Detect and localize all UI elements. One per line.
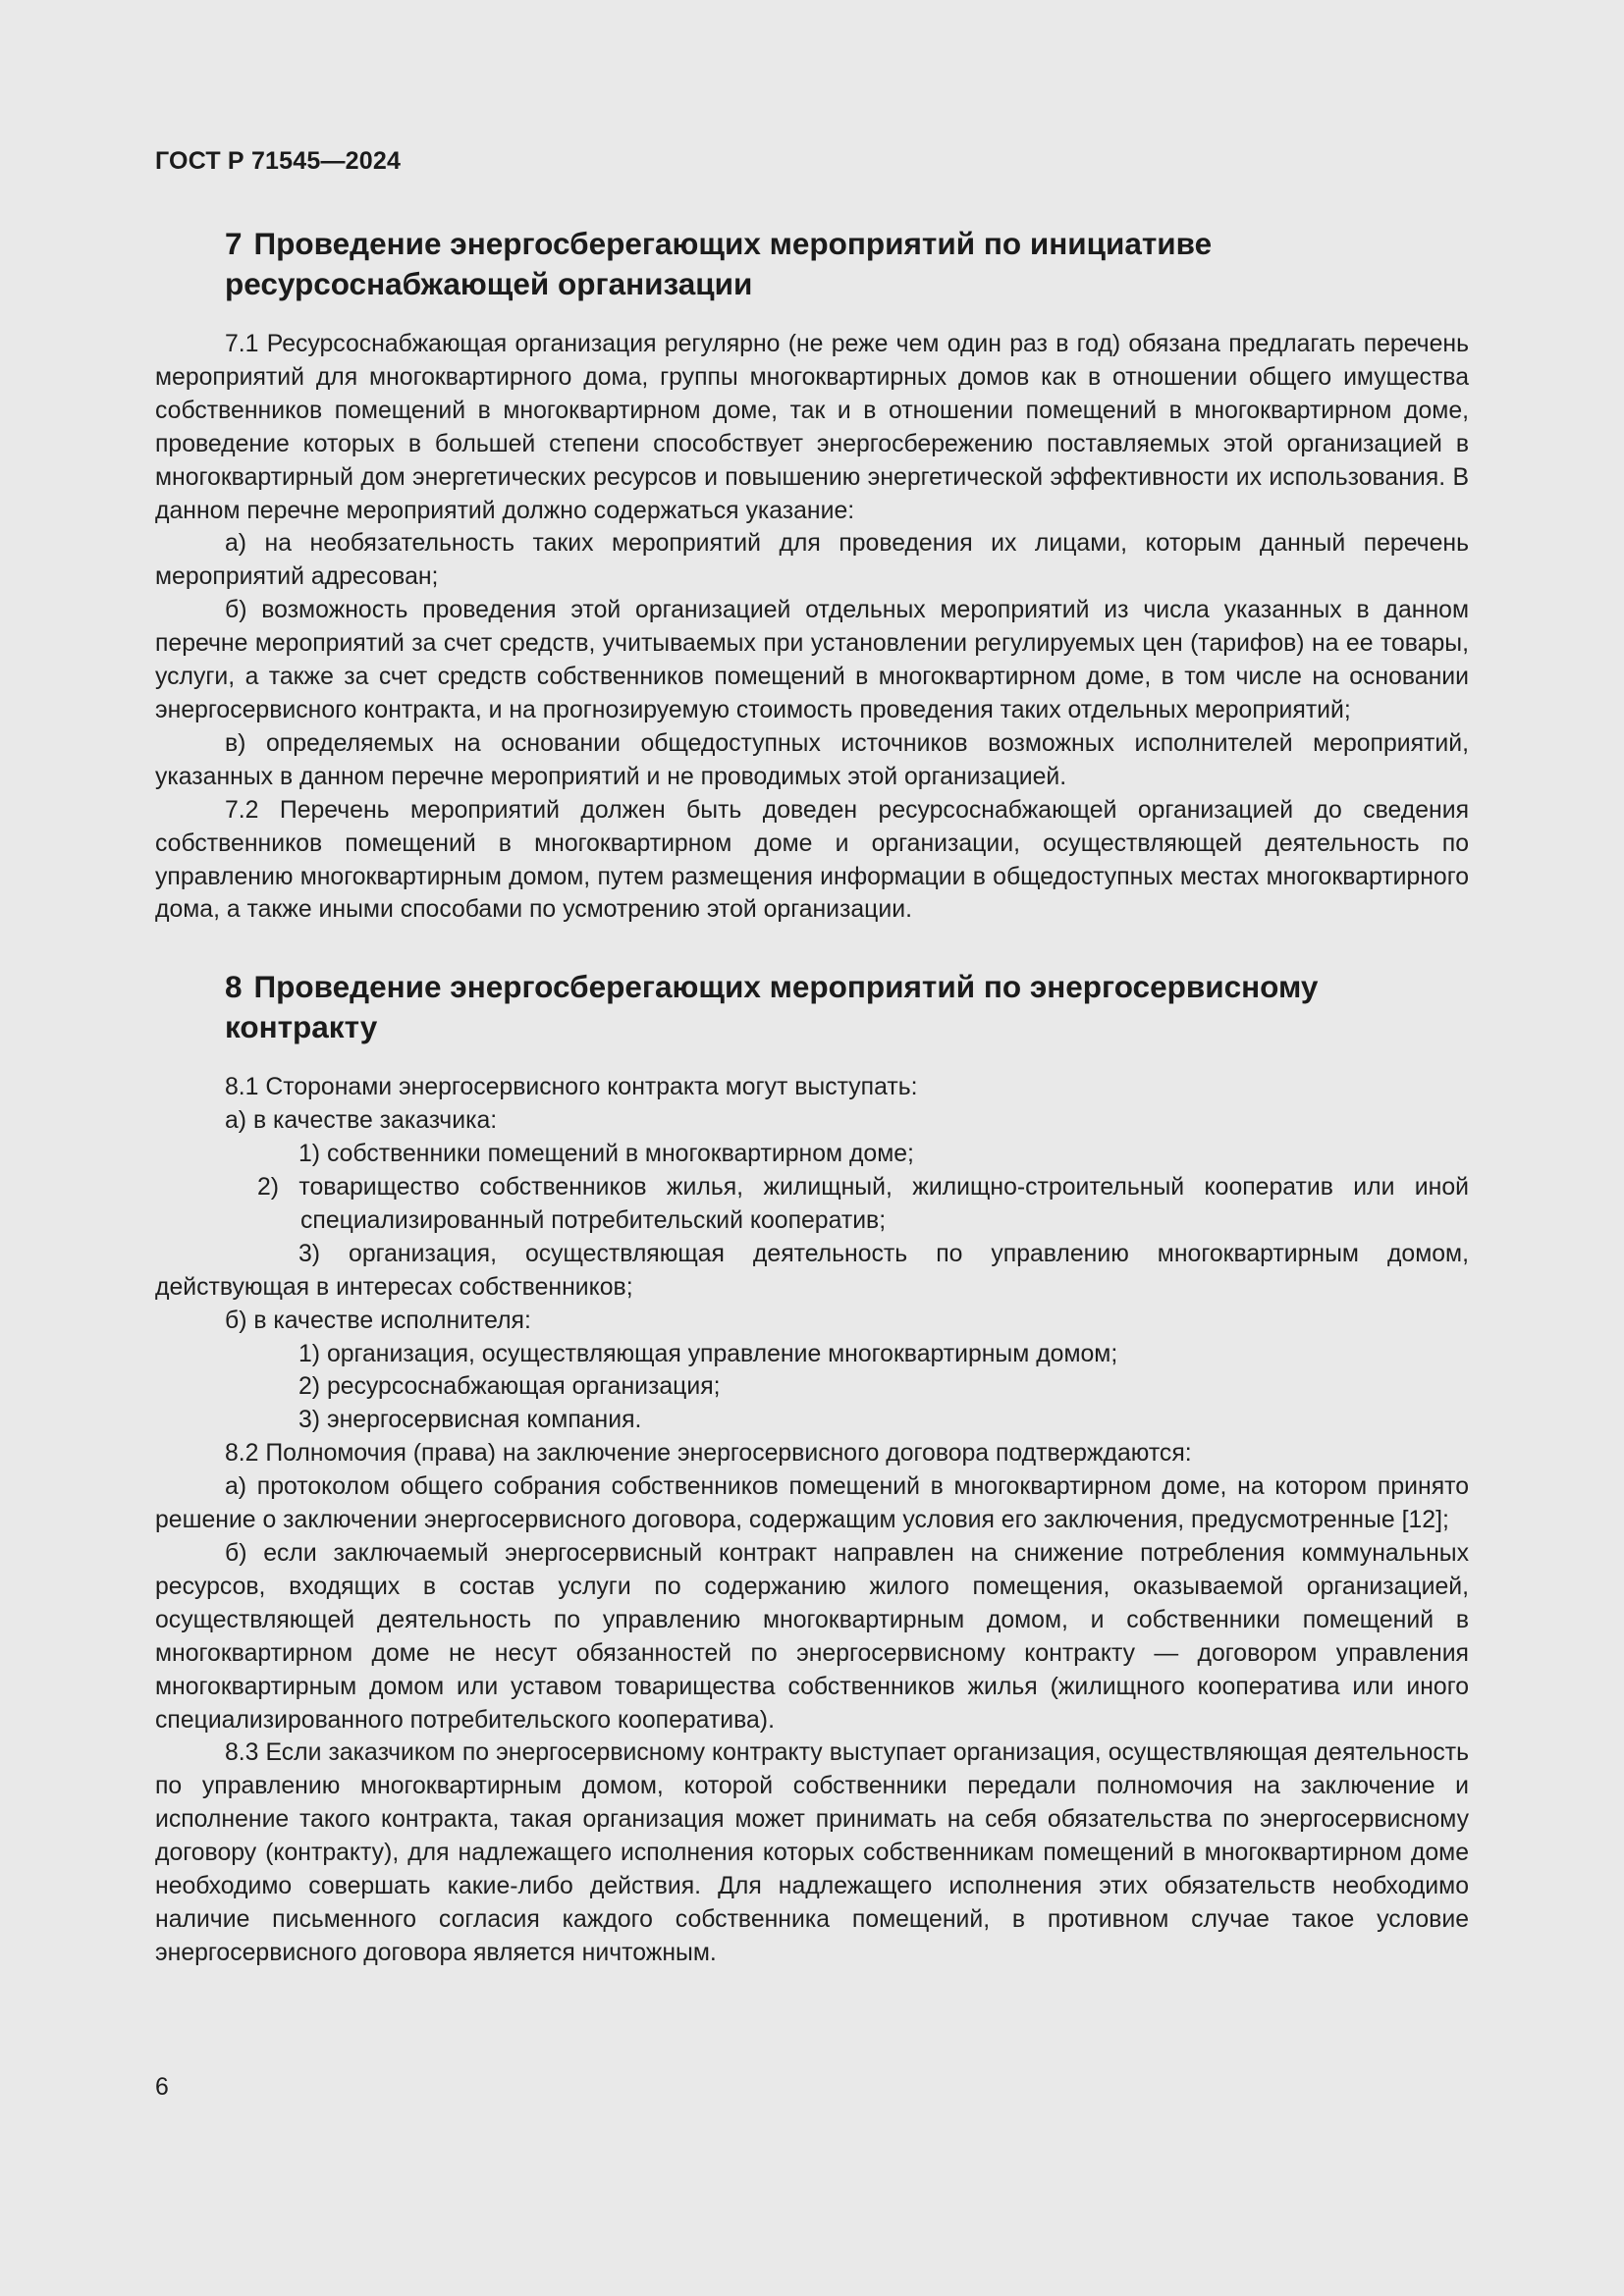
section-7-title-line1: Проведение энергосберегающих мероприятий по инициативе <box>253 226 1213 261</box>
list-item-8-1-b-3: 3) энергосервисная компания. <box>298 1407 642 1434</box>
list-item-8-1-b-2: 2) ресурсоснабжающая организация; <box>298 1373 721 1401</box>
paragraph-7-1-b: б) возможность проведения этой организацией отдельных мероприятий из числа указанных в данном перечне мероприятий за счет средств, учитываемых при установлении регулируемых цен (тарифов) на ее товары, услуги, а также за счет средств собственников помещений в многоквартирном доме, в том числе на основании энергосервисного контракта, и на прогнозируемую стоимость проведения таких отдельных мероприятий; <box>155 597 1469 723</box>
paragraph-8-3: 8.3 Если заказчиком по энергосервисному контракту выступает организация, осуществляющая деятельность по управлению многоквартирным домом, которой собственники передали полномочия на заключение и исполнение такого контракта, такая организация может принимать на себя обязательства по энергосервисному договору (контракту), для надлежащего исполнения которых собственникам помещений в многоквартирном доме необходимо совершать какие-либо действия. Для надлежащего исполнения этих обязательств необходимо наличие письменного согласия каждого собственника помещений, в противном случае такое условие энергосервисного договора является ничтожным. <box>155 1739 1469 1966</box>
standard-code-header: ГОСТ Р 71545—2024 <box>155 147 402 175</box>
paragraph-7-2: 7.2 Перечень мероприятий должен быть доведен ресурсоснабжающей организацией до сведения собственников помещений в многоквартирном доме и организации, осуществляющей деятельность по управлению многоквартирным домом, путем размещения информации в общедоступных местах многоквартирного дома, а также иными способами по усмотрению этой организации. <box>155 796 1469 924</box>
list-item-8-1-a-2: 2) товарищество собственников жилья, жилищный, жилищно-строительный кооператив или иной специализированный потребительский кооператив; <box>257 1174 1469 1234</box>
list-item-8-1-b-1: 1) организация, осуществляющая управление многоквартирным домом; <box>298 1340 1118 1367</box>
document-body <box>155 224 1469 1970</box>
section-7-number: 7 <box>225 226 243 261</box>
paragraph-8-1-a: а) в качестве заказчика: <box>225 1107 498 1135</box>
section-8-heading <box>155 967 1469 1047</box>
paragraph-7-1-a: а) на необязательность таких мероприятий для проведения их лицами, которым данный перечень мероприятий адресован; <box>155 530 1469 591</box>
paragraph-8-1-b: б) в качестве исполнителя: <box>225 1307 531 1334</box>
section-8-number: 8 <box>225 969 243 1005</box>
section-8-title-line1: Проведение энергосберегающих мероприятий по энергосервисному <box>253 969 1319 1005</box>
list-item-8-1-a-3: 3) организация, осуществляющая деятельность по управлению многоквартирным домом, действующая в интересах собственников; <box>155 1240 1469 1301</box>
paragraph-8-1: 8.1 Сторонами энергосервисного контракта могут выступать: <box>225 1074 918 1101</box>
section-7-title-line2: ресурсоснабжающей организации <box>225 266 753 301</box>
paragraph-8-2-a: а) протоколом общего собрания собственников помещений в многоквартирном доме, на котором принято решение о заключении энергосервисного договора, содержащим условия его заключения, предусмотренные [12]; <box>155 1473 1469 1534</box>
list-item-8-1-a-1: 1) собственники помещений в многоквартирном доме; <box>298 1141 914 1168</box>
page-number: 6 <box>155 2074 169 2101</box>
paragraph-7-1: 7.1 Ресурсоснабжающая организация регулярно (не реже чем один раз в год) обязана предлагать перечень мероприятий для многоквартирного дома, группы многоквартирных домов как в отношении общего имущества собственников помещений в многоквартирном доме, так и в отношении помещений в многоквартирном доме, проведение которых в большей степени способствует энергосбережению поставляемых этой организацией в многоквартирный дом энергетических ресурсов и повышению энергетической эффективности их использования. В данном перечне мероприятий должно содержаться указание: <box>155 331 1469 524</box>
paragraph-8-2: 8.2 Полномочия (права) на заключение энергосервисного договора подтверждаются: <box>225 1440 1192 1468</box>
paragraph-8-2-b: б) если заключаемый энергосервисный контракт направлен на снижение потребления коммунальных ресурсов, входящих в состав услуги по содержанию жилого помещения, оказываемой организацией, осуществляющей деятельность по управлению многоквартирным домом, и собственники помещений в многоквартирном доме не несут обязанностей по энергосервисному контракту — договором управления многоквартирным домом или уставом товарищества собственников жилья (жилищного кооператива или иного специализированного потребительского кооператива). <box>155 1540 1469 1734</box>
section-8-title-line2: контракту <box>225 1009 378 1045</box>
paragraph-7-1-v: в) определяемых на основании общедоступных источников возможных исполнителей мероприятий, указанных в данном перечне мероприятий и не проводимых этой организацией. <box>155 729 1469 790</box>
section-7-heading <box>155 224 1469 304</box>
